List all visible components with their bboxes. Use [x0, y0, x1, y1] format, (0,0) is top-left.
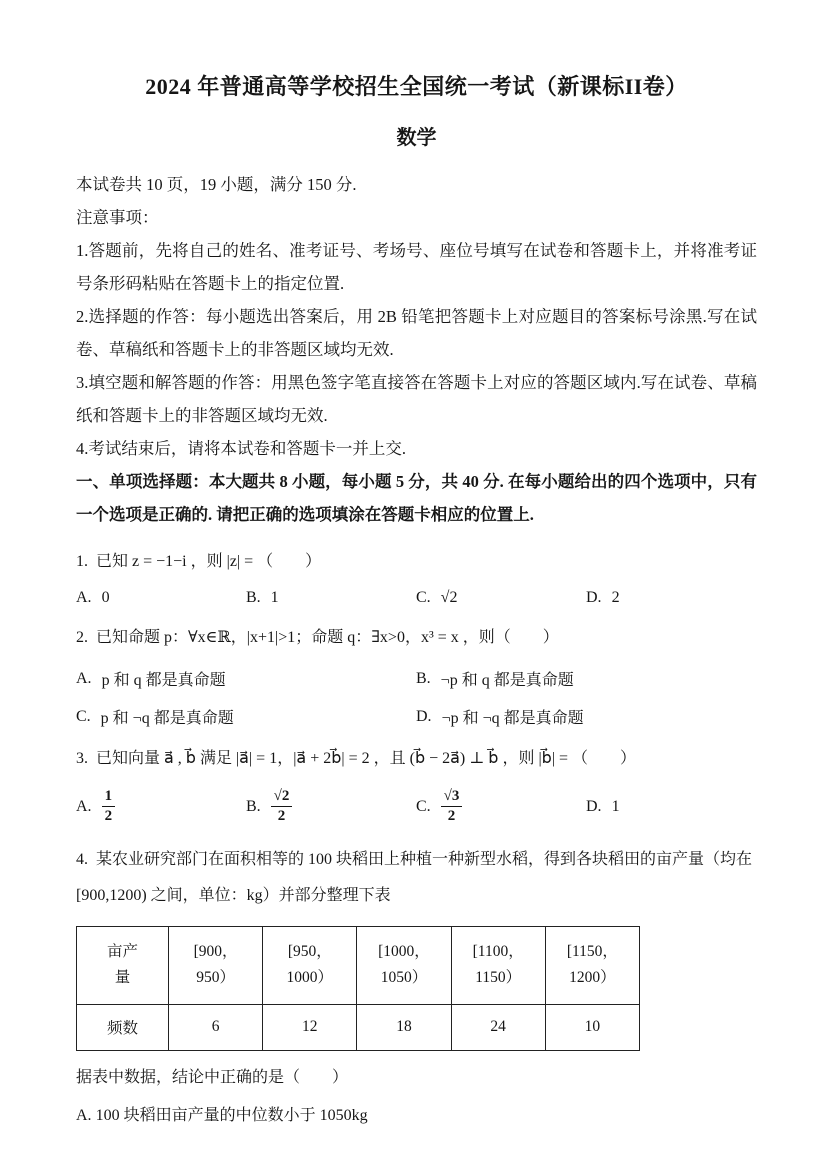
- option-b: [416, 667, 757, 690]
- question-1-stem: [76, 547, 757, 577]
- question-3-stem: [76, 744, 757, 774]
- table-row-intervals: [77, 926, 640, 1004]
- option-a: [76, 667, 416, 690]
- question-stem-text: 已知向量 a⃗ , b⃗ 满足 |a⃗| = 1，|a⃗ + 2b⃗| = 2 ，且 (b⃗ − 2a⃗) ⊥ b⃗ ，则 |b⃗| = （ ）: [96, 750, 637, 767]
- interval-line1: [1000，: [378, 943, 430, 960]
- fraction: [102, 788, 116, 826]
- fraction-denominator: 2: [277, 808, 286, 825]
- question-stem-text: 某农业研究部门在面积相等的 100 块稻田上种植一种新型水稻，得到各块稻田的亩产量（均在 [900,1200) 之间，单位：kg）并部分整理下表: [76, 850, 753, 904]
- question-2: [76, 623, 757, 728]
- interval-cell: [451, 926, 545, 1004]
- question-number: 3.: [76, 750, 88, 767]
- paper-meta: 本试卷共 10 页，19 小题，满分 150 分.: [76, 175, 357, 194]
- question-number: 1.: [76, 553, 88, 570]
- table-header-yield: [77, 926, 169, 1004]
- question-3: [76, 744, 757, 826]
- notice-item-2: 2.选择题的作答：每小题选出答案后，用 2B 铅笔把答题卡上对应题目的答案标号涂黑.写在试卷、草稿纸和答题卡上的非答题区域均无效.: [76, 307, 757, 359]
- option-label: D.: [586, 589, 602, 606]
- interval-line1: [1100，: [472, 943, 524, 960]
- option-label: B.: [416, 669, 431, 687]
- option-b: [246, 788, 416, 826]
- option-value: ¬p 和 ¬q 都是真命题: [441, 710, 584, 727]
- option-label: B.: [246, 589, 261, 606]
- option-a: [76, 589, 246, 607]
- fraction-numerator: 1: [102, 788, 116, 807]
- interval-cell: [263, 926, 357, 1004]
- interval-line1: [950，: [287, 943, 332, 960]
- option-label: C.: [416, 589, 431, 606]
- option-value: 1: [270, 589, 279, 606]
- table-header-frequency: 频数: [77, 1004, 169, 1050]
- interval-cell: [169, 926, 263, 1004]
- option-value: 0: [101, 589, 110, 606]
- notice-item-3: 3.填空题和解答题的作答：用黑色签字笔直接答在答题卡上对应的答题区域内.写在试卷、草稿纸和答题卡上的非答题区域均无效.: [76, 373, 757, 425]
- frequency-table: [76, 926, 640, 1051]
- option-label: B.: [246, 797, 261, 815]
- interval-line2: 1200）: [569, 969, 616, 986]
- interval-line2: 1150）: [475, 969, 522, 986]
- frequency-cell: 10: [545, 1004, 639, 1050]
- option-label: D.: [586, 797, 602, 815]
- table-row-frequencies: [77, 1004, 640, 1050]
- fraction: [441, 788, 463, 826]
- option-value: 100 块稻田亩产量的中位数小于 1050kg: [95, 1106, 368, 1124]
- option-label: A.: [76, 797, 92, 815]
- question-number: 4.: [76, 850, 88, 868]
- question-number: 2.: [76, 629, 88, 646]
- fraction: [271, 788, 293, 826]
- question-2-stem: [76, 623, 757, 653]
- notice-item-1: 1.答题前，先将自己的姓名、准考证号、考场号、座位号填写在试卷和答题卡上，并将准考证号条形码粘贴在答题卡上的指定位置.: [76, 241, 757, 293]
- question-4-followup: 据表中数据，结论中正确的是（ ）: [76, 1068, 349, 1086]
- fraction-numerator: √3: [441, 788, 463, 807]
- option-a: [76, 788, 246, 826]
- question-3-options: [76, 788, 757, 826]
- fraction-denominator: 2: [447, 808, 456, 825]
- question-1: [76, 547, 757, 607]
- question-4: [76, 842, 757, 1131]
- option-c: [76, 705, 416, 728]
- frequency-cell: 6: [169, 1004, 263, 1050]
- question-1-options: [76, 589, 757, 607]
- exam-title: 2024 年普通高等学校招生全国统一考试（新课标II卷）: [145, 74, 688, 99]
- option-c: [416, 788, 586, 826]
- interval-line1: [900，: [193, 943, 238, 960]
- frequency-cell: 12: [263, 1004, 357, 1050]
- option-d: [586, 788, 757, 826]
- interval-cell: [545, 926, 639, 1004]
- option-a: [76, 1101, 757, 1131]
- table-header-yield-line2: 量: [114, 969, 131, 986]
- option-d: [416, 705, 757, 728]
- fraction-numerator: √2: [271, 788, 293, 807]
- question-2-options: [76, 667, 757, 728]
- interval-line2: 1000）: [286, 969, 334, 986]
- option-value: p 和 ¬q 都是真命题: [100, 710, 234, 727]
- frequency-cell: 18: [357, 1004, 451, 1050]
- question-stem-text: 已知 z = −1−i ，则 |z| = （ ）: [96, 553, 322, 570]
- option-label: A.: [76, 589, 92, 606]
- question-4-stem: [76, 842, 757, 914]
- interval-line2: 1050）: [380, 969, 428, 986]
- option-value: 2: [611, 589, 620, 606]
- option-c: [416, 589, 586, 607]
- option-value: 1: [611, 797, 620, 815]
- option-label: C.: [416, 797, 431, 815]
- interval-line1: [1150，: [566, 943, 618, 960]
- notice-item-4: 4.考试结束后，请将本试卷和答题卡一并上交.: [76, 439, 406, 458]
- interval-line2: 950）: [196, 969, 235, 986]
- option-value: √2: [440, 589, 458, 606]
- option-label: D.: [416, 707, 432, 725]
- option-value: ¬p 和 q 都是真命题: [440, 672, 574, 689]
- fraction-denominator: 2: [104, 808, 113, 825]
- notice-heading: 注意事项：: [76, 208, 159, 227]
- option-b: [246, 589, 416, 607]
- frequency-cell: 24: [451, 1004, 545, 1050]
- exam-subject: 数学: [396, 127, 437, 149]
- section-heading: 一、单项选择题：本大题共 8 小题，每小题 5 分，共 40 分. 在每小题给出的四个选项中，只有一个选项是正确的. 请把正确的选项填涂在答题卡相应的位置上.: [76, 472, 757, 524]
- interval-cell: [357, 926, 451, 1004]
- question-stem-text: 已知命题 p：∀x∈ℝ，|x+1|>1；命题 q：∃x>0，x³ = x ，则（ ）: [96, 629, 559, 646]
- option-value: p 和 q 都是真命题: [101, 672, 226, 689]
- option-d: [586, 589, 757, 607]
- option-label: C.: [76, 707, 91, 725]
- option-label: A.: [76, 1106, 92, 1124]
- option-label: A.: [76, 669, 92, 687]
- table-header-yield-line1: 亩产: [106, 943, 138, 960]
